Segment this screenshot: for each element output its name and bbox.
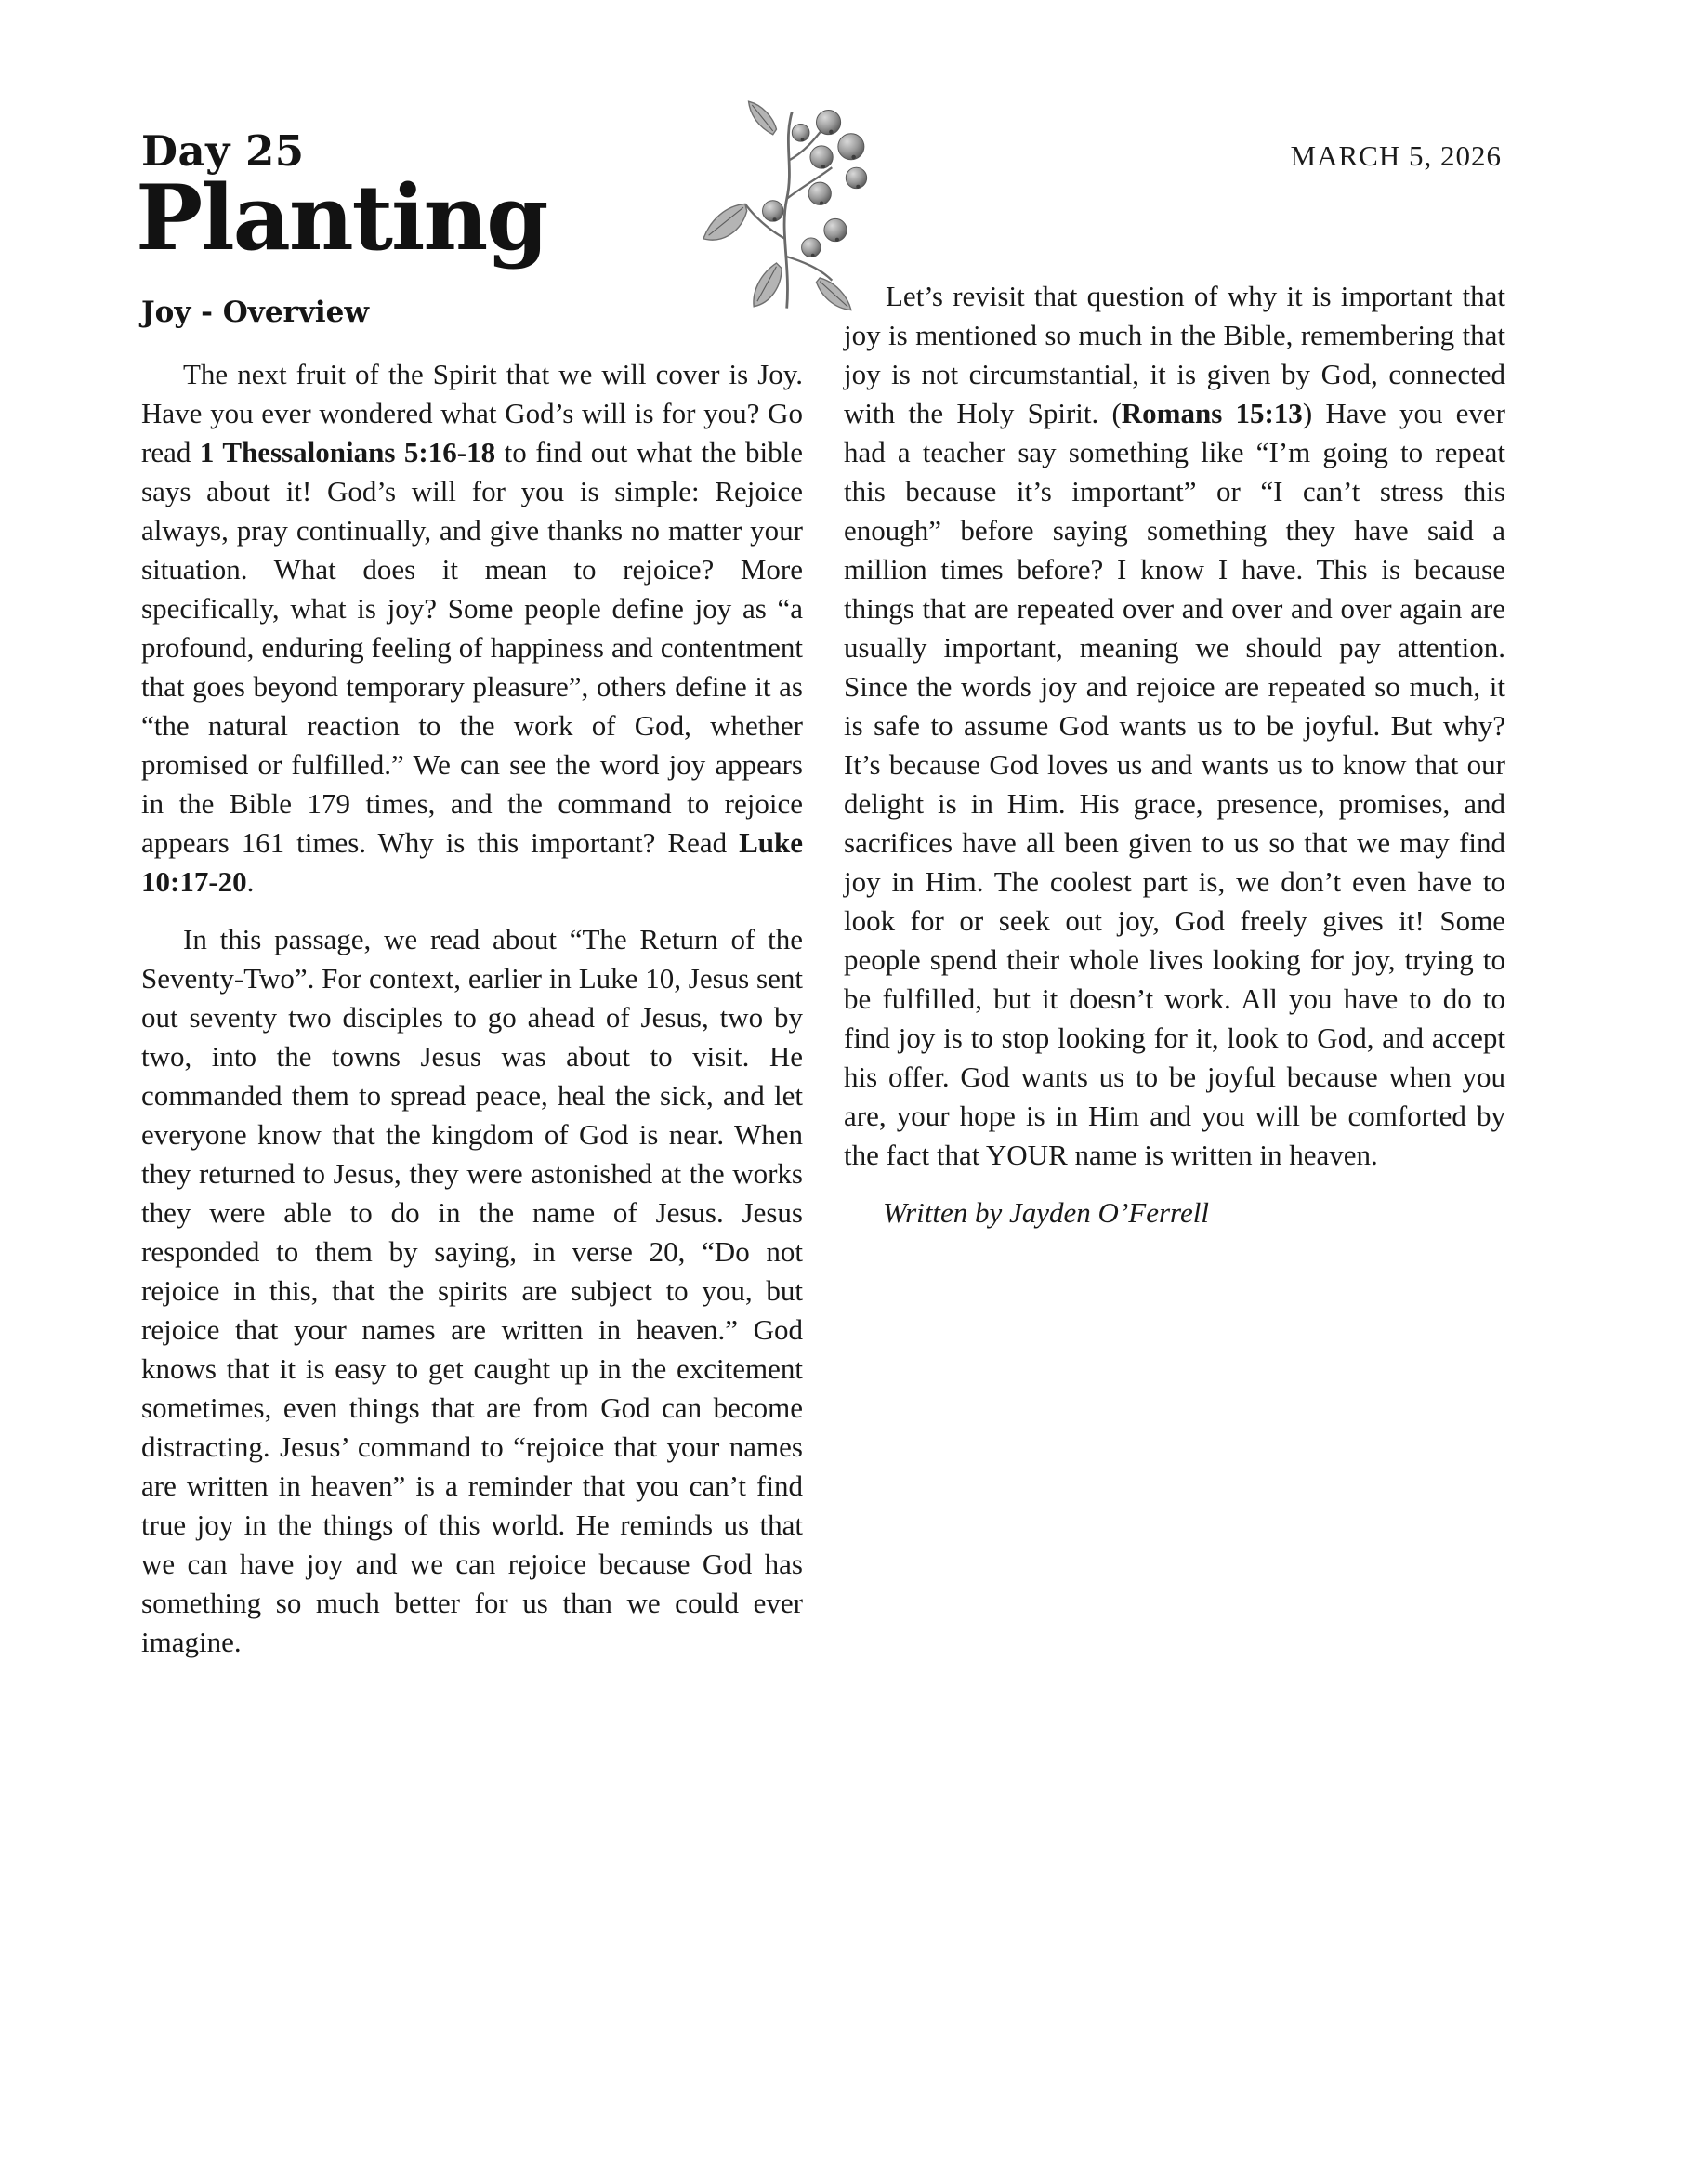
paragraph: The next fruit of the Spirit that we will cover is Joy. Have you ever wondered what God’s will is for you? Go read 1 Thessalonians 5:16-18 to find out what the bible says about it! God’s will for you is simple: Rejoice always, pray continually, and give thanks no matter your situation. What does it mean to rejoice? More specifically, what is joy? Some people define joy as “a profound, enduring feeling of happiness and contentment that goes beyond temporary pleasure”, others define it as “the natural reaction to the work of God, whether promised or fulfilled.” We can see the word joy appears in the Bible 179 times, and the command to rejoice appears 161 times. Why is this important? Read Luke 10:17-20.: [141, 358, 804, 898]
right-column-paragraphs: [844, 277, 1505, 1175]
article-right-column: [844, 277, 1505, 1232]
article-left-column: [141, 355, 803, 1680]
paragraph: In this passage, we read about “The Return of the Seventy-Two”. For context, earlier in Luke 10, Jesus sent out seventy two disciples to go ahead of Jesus, two by two, into the towns Jesus was about to visit. He commanded them to spread peace, heal the sick, and let everyone know that the kingdom of God is near. When they returned to Jesus, they were astonished at the works they were able to do in the name of Jesus. Jesus responded to them by saying, in verse 20, “Do not rejoice in this, that the spirits are subject to you, but rejoice that your names are written in heaven.” God knows that it is easy to get caught up in the excitement sometimes, even things that are from God can become distracting. Jesus’ command to “rejoice that your names are written in heaven” is a reminder that you can’t find true joy in the things of this world. He reminds us that we can have joy and we can rejoice because God has something so much better for us than we could ever imagine.: [141, 923, 803, 1658]
day-label: Day 25: [141, 126, 305, 176]
page-date: MARCH 5, 2026: [1290, 139, 1502, 172]
byline: Written by Jayden O’Ferrell: [883, 1196, 1209, 1229]
page-title: Planting: [136, 165, 547, 270]
paragraph: Let’s revisit that question of why it is important that joy is mentioned so much in the Bible, remembering that joy is not circumstantial, it is given by God, connected with the Holy Spirit. (Romans 15:13) Have you ever had a teacher say something like “I’m going to repeat this because it’s important” or “I can’t stress this enough” before saying something they have said a million times before? I know I have. This is because things that are repeated over and over and over again are usually important, meaning we should pay attention. Since the words joy and rejoice are repeated so much, it is safe to assume God wants us to be joyful. But why? It’s because God loves us and wants us to know that our delight is in Him. His grace, presence, promises, and sacrifices have all been given to us so that we may find joy in Him. The coolest part is, we don’t even have to look for or seek out joy, God freely gives it! Some people spend their whole lives looking for joy, trying to be fulfilled, but it doesn’t work. All you have to do to find joy is to stop looking for it, look to God, and accept his offer. God wants us to be joyful because when you are, your hope is in Him and you will be comforted by the fact that YOUR name is written in heaven.: [844, 280, 1505, 1171]
page-subtitle: Joy - Overview: [141, 296, 370, 329]
